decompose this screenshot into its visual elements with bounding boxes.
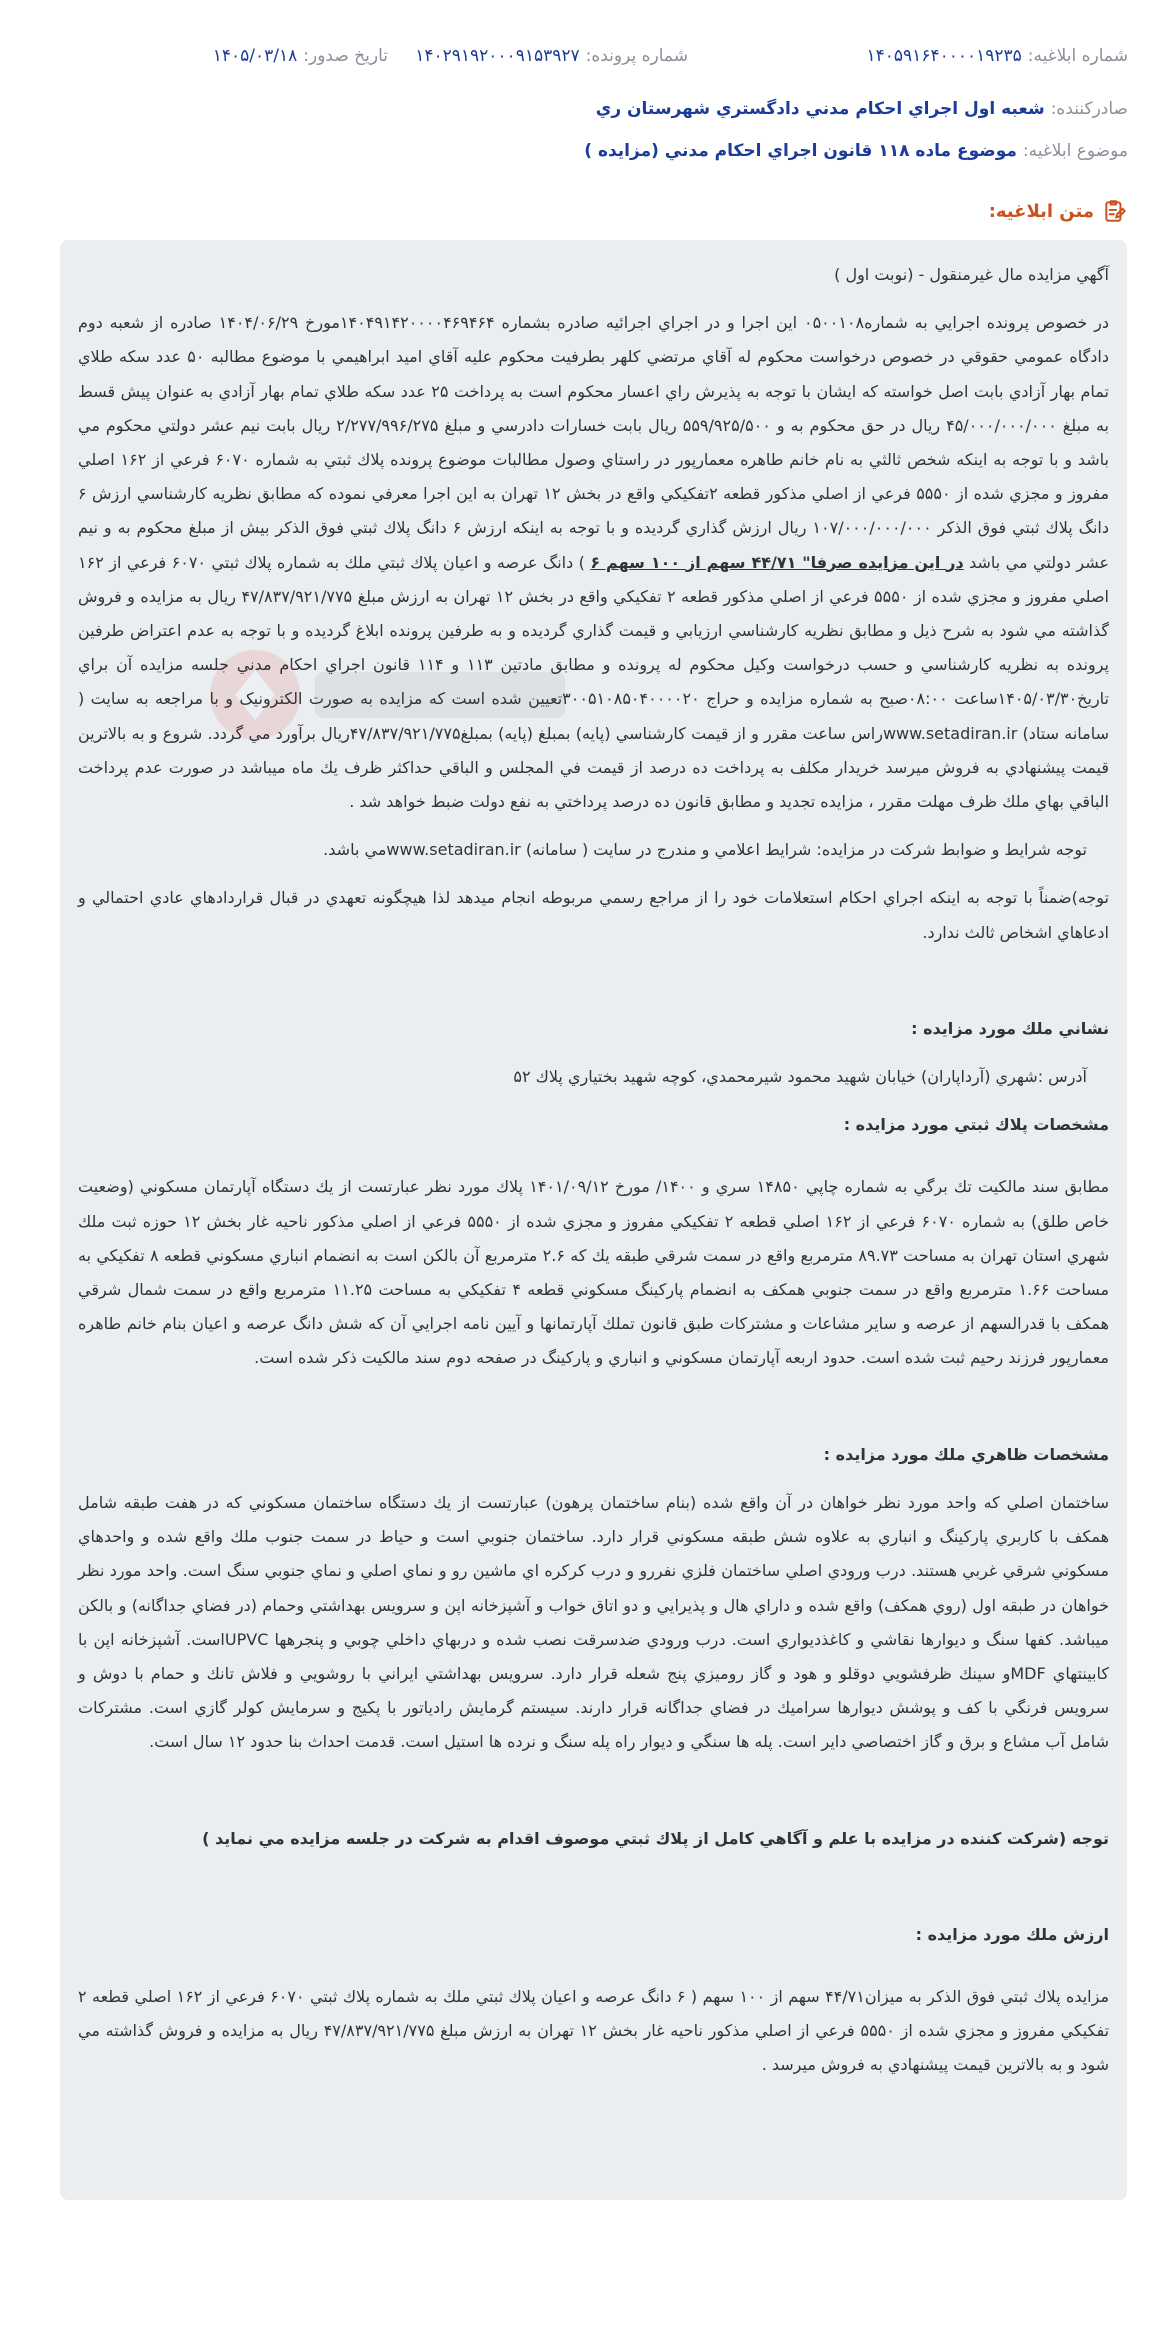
subject-label: موضوع ابلاغیه: — [1022, 141, 1128, 161]
notice-body-text — [78, 258, 1109, 2083]
notice-text-heading-label: متن ابلاغیه: — [988, 200, 1094, 222]
paragraph-main-part2: ) دانگ عرصه و اعيان پلاك ثبتي ملك به شماره پلاك ثبتي ۶۰۷۰ فرعي از ۱۶۲ اصلي مفروز و مجزي شده از ۵۵۵۰ فرعي از اصلي مذكور قطعه ۲ تفكيكي واقع در بخش ۱۲ تهران به ارزش مبلغ ۴۷/۸۳۷/۹۲۱/۷۷۵ ريال به مزايده و فروش گذاشته مي شود به شرح ذيل و مطابق نظريه كارشناسي ارزيابي و قيمت گذاري گرديده و به طرفين پرونده ابلاغ گرديده و با توجه به عدم اعتراض طرفين پرونده به نظريه كارشناسي و حسب درخواست وكيل محكوم له پرونده و مطابق مادتين ۱۱۳ و ۱۱۴ قانون اجراي احكام مدني جلسه مزايده آن براي تاريخ۱۴۰۵/۰۳/۳۰ساعت ۰۸:۰۰صبح به شماره مزايده و حراج ۳۰۰۵۱۰۸۵۰۴۰۰۰۰۲۰تعيين شده است كه مزايده به صورت الكترونيک و با مراجعه به سايت ( سامانه ستاد) www.setadiran.irراس ساعت مقرر و از قيمت كارشناسي (پايه) بمبلغ (پايه) بمبلغ۴۷/۸۳۷/۹۲۱/۷۷۵ريال برآورد مي گردد. شروع و به بالاترين قيمت پيشنهادي به فروش ميرسد خريدار مكلف به پرداخت ده درصد از قيمت في المجلس و الباقي حداكثر ظرف يك ماه ميباشد در صورت عدم پرداخت الباقي بهاي ملك ظرف مهلت مقرر ، مزايده تجديد و مطابق قانون ده درصد پرداختي به نفع دولت ضبط خواهد شد . — [78, 552, 1110, 812]
notice-body-panel — [60, 240, 1127, 2200]
paragraph-conditions: توجه شرايط و ضوابط شركت در مزايده: شرايط اعلامي و مندرج در سايت ( سامانه) www.setadiran.irمي باشد. — [323, 840, 1087, 860]
meta-row-subject — [46, 141, 1128, 161]
registry-text: مطابق سند مالكيت تك برگي به شماره چاپي ۱۴۸۵۰ سري و ۱۴۰۰/ مورخ ۱۴۰۱/۰۹/۱۲ پلاك مورد نظر عبارتست از يك دستگاه آپارتمان مسكوني (وضعيت خاص طلق) به شماره ۶۰۷۰ فرعي از ۱۶۲ اصلي قطعه ۲ تفكيكي مفروز و مجزي شده از ۵۵۵۰ فرعي از اصلي مذكور ناحيه غار بخش ۱۲ حوزه ثبت ملك شهري استان تهران به مساحت ۸۹.۷۳ مترمربع واقع در سمت شرقي طبقه يك كه ۲.۶ مترمربع آن بالكن است به انضمام انباري مسكوني قطعه ۸ تفكيكي به مساحت ۱.۶۶ مترمربع واقع در سمت جنوبي همكف به انضمام پاركينگ مسكوني قطعه ۴ تفكيكي به مساحت ۱۱.۲۵ مترمربع واقع در سمت شمال شرقي همكف با قدرالسهم از عرصه و ساير مشاعات و مشتركات طبق قانون تملك آپارتمانها و آيين نامه اجرايي آن كه شش دانگ عرصه و اعيان بنام خانم طاهره معمارپور فرزند رحيم ثبت شده است. حدود اربعه آپارتمان مسكوني و انباري و پاركينگ در صفحه دوم سند مالكيت ذكر شده است. — [78, 1177, 1110, 1368]
participation-note: توجه (شركت كننده در مزايده با علم و آگاهي كامل از پلاك ثبتي موصوف اقدام به شركت در جلسه مزايده مي نمايد ) — [202, 1828, 1109, 1848]
issuer-value: شعبه اول اجراي احكام مدني دادگستري شهرستان ري — [595, 99, 1045, 119]
case-number — [415, 46, 688, 66]
subject-value: موضوع ماده ۱۱۸ قانون اجراي احكام مدني (مزايده ) — [584, 141, 1017, 161]
paragraph-main-part1: در خصوص پرونده اجرايي به شماره۰۵۰۰۱۰۸ اين اجرا و در اجراي اجرائيه صادره بشماره ۱۴۰۴۹۱۴۲۰۰۰۰۴۶۹۴۶۴مورخ ۱۴۰۴/۰۶/۲۹ صادره از شعبه دوم دادگاه عمومي حقوقي در خصوص درخواست محكوم له آقاي مرتضي كلهر بطرفيت محكوم عليه آقاي اميد ابراهيمي با موضوع مطالبه ۵۰ عدد سكه طلاي تمام بهار آزادي بابت اصل خواسته كه ايشان با توجه به پذيرش راي اعسار محكوم است به پرداخت ۲۵ عدد سكه طلاي تمام بهار آزادي به عنوان پيش قسط به مبلغ ۴۵/۰۰۰/۰۰۰/۰۰۰ ريال در حق محكوم به و ۵۵۹/۹۲۵/۵۰۰ ريال بابت خسارات دادرسي و مبلغ ۲/۲۷۷/۹۹۶/۲۷۵ ريال بابت نيم عشر دولتي محكوم مي باشد و با توجه به اينكه شخص ثالثي به نام خانم طاهره معمارپور در راستاي وصول مطالبات موضوع پرونده پلاك ثبتي به شماره ۶۰۷۰ فرعي از ۱۶۲ اصلي مفروز و مجزي شده از ۵۵۵۰ فرعي از اصلي مذكور قطعه ۲تفكيكي واقع در بخش ۱۲ تهران به اين اجرا معرفي نموده كه مطابق نظريه كارشناسي ارزش ۶ دانگ پلاك ثبتي فوق الذكر ۱۰۷/۰۰۰/۰۰۰/۰۰۰ ريال ارزش گذاري گرديده و با توجه به اينكه ارزش ۶ دانگ پلاك ثبتي فوق الذكر بيش از مبلغ محكوم به و نيم عشر دولتي مي باشد — [78, 313, 1110, 572]
issue-date — [213, 46, 388, 66]
notice-number — [867, 46, 1128, 66]
notice-number-label: شماره ابلاغیه: — [1027, 46, 1128, 66]
physical-text: ساختمان اصلي كه واحد مورد نظر خواهان در آن واقع شده (بنام ساختمان پرهون) عبارتست از يك دستگاه ساختمان مسكوني كه در هفت طبقه شامل همكف با كاربري پاركينگ و انباري به علاوه شش طبقه مسكوني قرار دارد. ساختمان جنوبي است و حياط در سمت جنوب ملك واقع شده و واحدهاي مسكوني شرقي غربي هستند. درب ورودي اصلي ساختمان فلزي نفررو و درب كركره اي ماشين رو و نماي اصلي و نماي جنوبي سنگ است. واحد مورد نظر خواهان در طبقه اول (روي همكف) واقع شده و داراي هال و پذيرايي و دو اتاق خواب و آشپزخانه اپن و سرويس بهداشتي وحمام (در فضاي جداگانه) و بالكن ميباشد. كفها سنگ و ديوارها نقاشي و كاغذديواري است. درب ورودي ضدسرقت نصب شده و دربهاي داخلي چوبي و پنجرهها UPVCاست. آشپزخانه اپن با كابينتهاي MDFو سينك ظرفشويي دوقلو و هود و گاز روميزي پنج شعله قرار دارد. سرويس بهداشتي ايراني با روشويي و فلاش تانك و حمام با دوش و سرويس فرنگي با كف و پوشش ديوارها سراميك در فضاي جداگانه قرار دارند. سيستم گرمايش رادياتور با پكيج و سرمايش كولر گازي است. مشتركات شامل آب مشاع و برق و گاز اختصاصي داير است. پله ها سنگي و ديوار راه پله سنگ و نرده ها استيل است. قدمت احداث بنا حدود ۱۲ سال است. — [78, 1492, 1110, 1752]
notice-text-heading — [989, 198, 1128, 224]
value-text: مزايده پلاك ثبتي فوق الذكر به ميزان۴۴/۷۱ سهم از ۱۰۰ سهم ( ۶ دانگ عرصه و اعيان پلاك ثبتي ملك به شماره پلاك ثبتي ۶۰۷۰ فرعي از ۱۶۲ اصلي قطعه ۲ تفكيكي مفروز و مجزي شده از ۵۵۵۰ فرعي از اصلي مذكور ناحيه غار بخش ۱۲ تهران به ارزش مبلغ ۴۷/۸۳۷/۹۲۱/۷۷۵ ريال به مزايده و فروش گذاشته مي شود و به بالاترين قيمت پيشنهادي به فروش ميرسد . — [78, 1986, 1110, 2075]
case-number-label: شماره پرونده: — [585, 46, 688, 66]
issuer-label: صادرکننده: — [1050, 99, 1128, 119]
meta-row-issuer — [46, 99, 1128, 119]
issue-date-value: ۱۴۰۵/۰۳/۱۸ — [212, 46, 298, 66]
issue-date-label: تاریخ صدور: — [303, 46, 388, 66]
case-number-value: ۱۴۰۲۹۱۹۲۰۰۰۹۱۵۳۹۲۷ — [415, 46, 580, 66]
heading-value: ارزش ملك مورد مزايده : — [915, 1924, 1109, 1944]
heading-address: نشاني ملك مورد مزايده : — [911, 1018, 1109, 1038]
clipboard-edit-icon — [1102, 198, 1128, 224]
paragraph-main — [78, 306, 1109, 819]
heading-registry: مشخصات پلاك ثبتي مورد مزايده : — [843, 1115, 1109, 1135]
paragraph-main-underlined: در اين مزايده صرفا" ۴۴/۷۱ سهم از ۱۰۰ سهم ۶ — [590, 552, 964, 572]
heading-physical: مشخصات ظاهري ملك مورد مزايده : — [823, 1444, 1109, 1464]
notice-number-value: ۱۴۰۵۹۱۶۴۰۰۰۰۱۹۲۳۵ — [866, 46, 1022, 66]
address-text: آدرس :شهري (آرداپاران) خيابان شهيد محمود شيرمحمدي، كوچه شهيد بختياري پلاك ۵۲ — [513, 1067, 1087, 1087]
paragraph-disclaimer: توجه)ضمناً با توجه به اينكه اجراي احكام استعلامات خود را از مراجع رسمي مربوطه انجام ميدهد لذا هيچگونه تعهدي در قبال قراردادهاي عادي احتمالي و ادعاهاي اشخاص ثالث ندارد. — [78, 888, 1109, 942]
notice-title: آگهي مزايده مال غيرمنقول - (نوبت اول ) — [834, 265, 1109, 284]
